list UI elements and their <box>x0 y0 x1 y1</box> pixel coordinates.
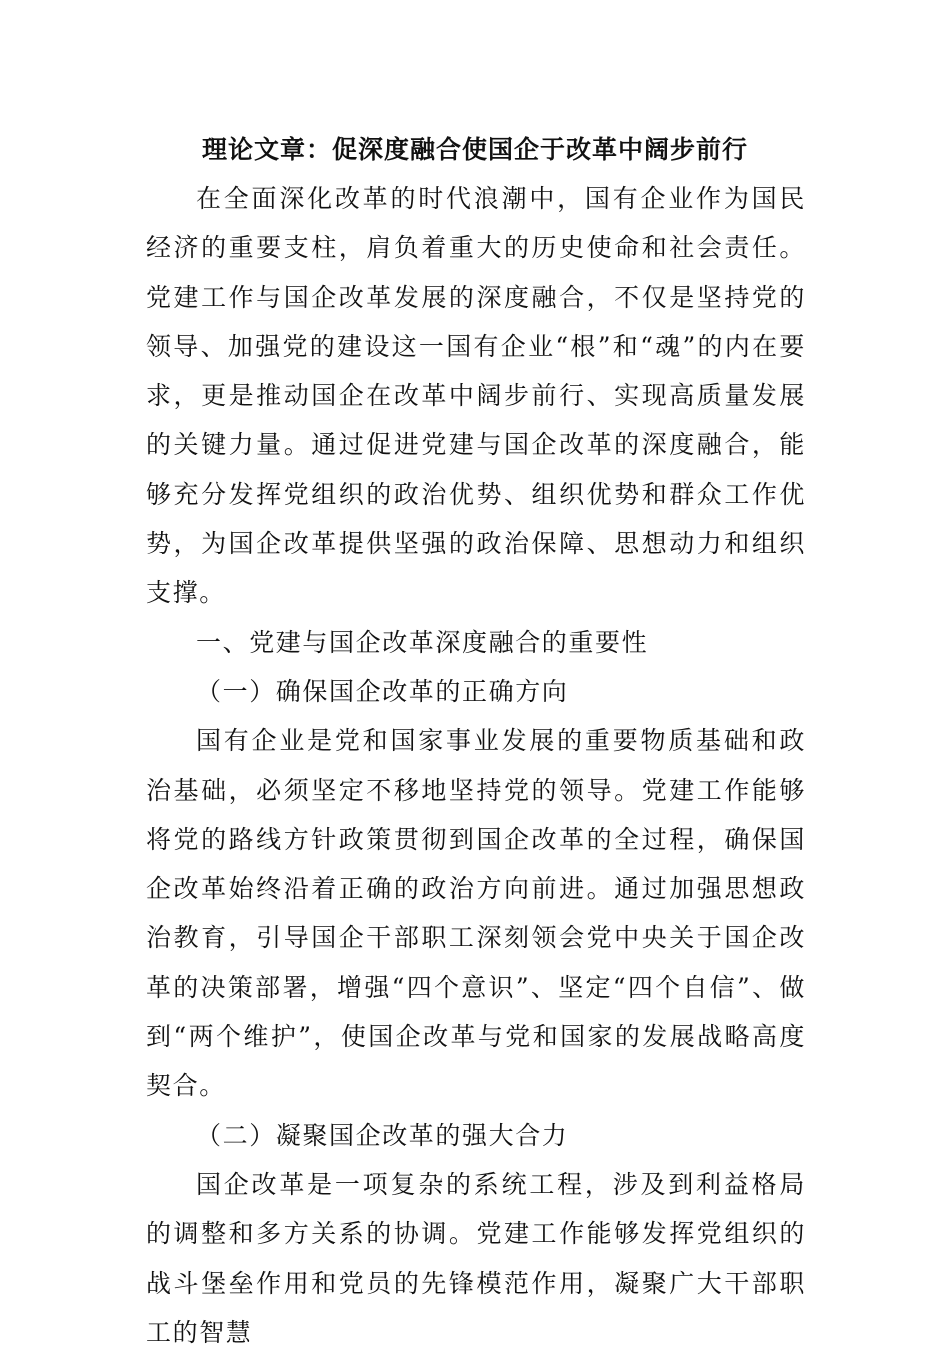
subsection-heading: （一）确保国企改革的正确方向 <box>196 676 569 706</box>
section-heading: 一、党建与国企改革深度融合的重要性 <box>196 627 649 657</box>
body-paragraph: 国企改革是一项复杂的系统工程，涉及到利益格局的调整和多方关系的协调。党建工作能够发挥党组织的战斗堡垒作用和党员的先锋模范作用，凝聚广大干部职工的智慧 <box>146 1169 806 1347</box>
body-paragraph: 在全面深化改革的时代浪潮中，国有企业作为国民经济的重要支柱，肩负着重大的历史使命和社会责任。党建工作与国企改革发展的深度融合，不仅是坚持党的领导、加强党的建设这一国有企业“根”和“魂”的内在要求，更是推动国企在改革中阔步前行、实现高质量发展的关键力量。通过促进党建与国企改革的深度融合，能够充分发挥党组织的政治优势、组织优势和群众工作优势，为国企改革提供坚强的政治保障、思想动力和组织支撑。 <box>146 184 806 608</box>
subsection-heading: （二）凝聚国企改革的强大合力 <box>196 1120 569 1150</box>
document-body <box>146 174 806 1357</box>
body-paragraph: 国有企业是党和国家事业发展的重要物质基础和政治基础，必须坚定不移地坚持党的领导。党建工作能够将党的路线方针政策贯彻到国企改革的全过程，确保国企改革始终沿着正确的政治方向前进。通过加强思想政治教育，引导国企干部职工深刻领会党中央关于国企改革的决策部署，增强“四个意识”、坚定“四个自信”、做到“两个维护”，使国企改革与党和国家的发展战略高度契合。 <box>146 726 806 1101</box>
document-title: 理论文章：促深度融合使国企于改革中阔步前行 <box>201 135 748 164</box>
